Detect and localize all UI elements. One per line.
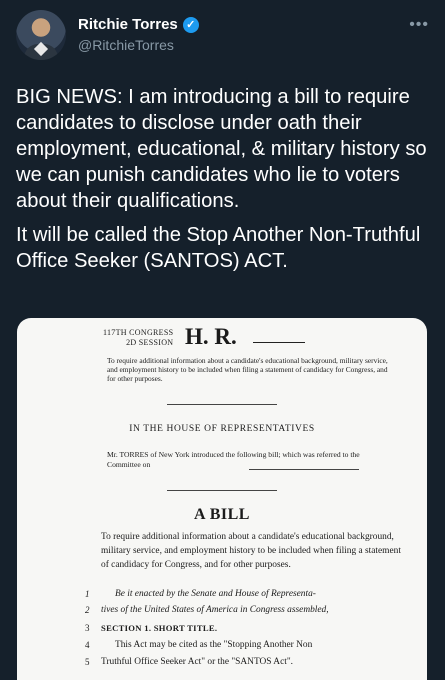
verified-badge-icon: ✓	[183, 17, 199, 33]
line-number: 2	[85, 605, 90, 615]
bill-document-image[interactable]	[17, 318, 427, 680]
line-text: tives of the United States of America in Congress assembled,	[101, 605, 329, 615]
tweet-paragraph-2: It will be called the Stop Another Non-Truthful Office Seeker (SANTOS) ACT.	[16, 224, 421, 272]
congress-number: 117TH CONGRESS	[103, 328, 174, 337]
tweet-paragraph-1: BIG NEWS: I am introducing a bill to require candidates to disclose under oath their employment, educational, & military history so we can punish candidates who lie to voters about their qualifications.	[16, 86, 427, 212]
line-text: This Act may be cited as the "Stopping Another Non	[115, 640, 313, 650]
session-number: 2D SESSION	[126, 338, 174, 347]
divider	[167, 490, 277, 491]
line-text: Truthful Office Seeker Act" or the "SANTOS Act".	[101, 657, 294, 667]
line-text: SECTION 1. SHORT TITLE.	[101, 623, 218, 633]
line-number: 5	[85, 657, 90, 667]
hr-heading: H. R.	[185, 324, 237, 349]
avatar[interactable]	[16, 10, 66, 60]
line-text: Be it enacted by the Senate and House of Representa-	[115, 589, 316, 599]
divider	[167, 404, 277, 405]
more-options-icon[interactable]: •••	[409, 16, 429, 33]
line-number: 1	[85, 589, 90, 599]
bill-line	[85, 639, 425, 651]
author-display-name[interactable]: Ritchie Torres	[78, 16, 178, 33]
bill-require-text: To require additional information about a candidate's educational background, military service, and employment history to be included when filing a statement of candidacy for Congress, and for other purposes.	[101, 532, 401, 570]
bill-line	[85, 656, 411, 668]
bill-introduction: Mr. TORRES of New York introduced the following bill; which was referred to the Committee on	[107, 450, 360, 469]
author-handle[interactable]: @RitchieTorres	[78, 37, 174, 53]
house-heading: IN THE HOUSE OF REPRESENTATIVES	[129, 424, 315, 434]
hr-number-blank	[253, 342, 305, 343]
line-number: 3	[85, 623, 90, 633]
bill-line	[85, 604, 411, 616]
bill-purpose: To require additional information about a candidate's educational background, military service, and employment history to be included when filing a statement of candidacy for Congress, and for other purposes.	[107, 356, 388, 383]
committee-blank	[249, 469, 359, 470]
congress-label	[103, 328, 173, 348]
line-number: 4	[85, 640, 90, 650]
bill-line	[85, 622, 411, 634]
bill-line	[85, 588, 425, 600]
tweet-text	[16, 84, 428, 282]
tweet-header	[16, 10, 429, 62]
bill-heading: A BILL	[194, 506, 250, 523]
author-name-row[interactable]	[78, 16, 199, 33]
